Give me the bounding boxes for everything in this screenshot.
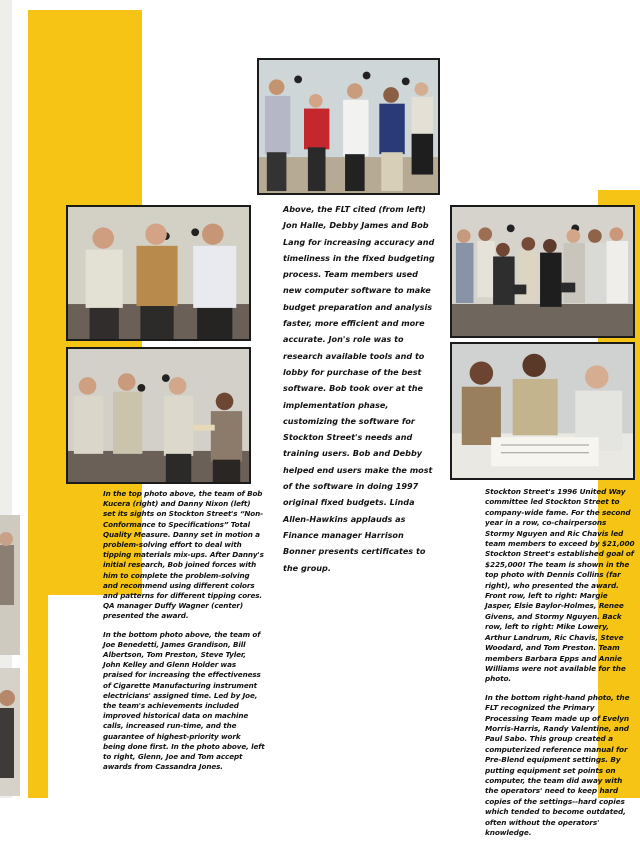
- left-caption: [103, 489, 265, 780]
- photo-right-bottom: [450, 342, 635, 480]
- left-edge-photo-top: [0, 515, 20, 655]
- photo-left-bottom: [66, 347, 251, 484]
- right-caption-paragraph-2: In the bottom right-hand photo, the FLT recognized the Primary Processing Team made up of Evelyn Morris-Harris, Randy Valentine, and Paul Sabo. This group created a computerized reference manual for Pre-Blend equipment settings. By putting equipment set points on computer, the team did away with the operators' need to keep hard copies of the settings--hard copies which tended to become outdated, often without the operators' knowledge.: [485, 692, 630, 837]
- yellow-band-left-lower: [28, 595, 48, 798]
- right-caption: [485, 487, 635, 846]
- left-caption-paragraph-1: In the top photo above, the team of Bob Kucera (right) and Danny Nixon (left) set its sights on Stockton Street's “Non-Conformance to Specifications” Total Quality Measure. Danny set in motion a problem-solving effort to deal with tipping materials mix-ups. After Danny's initial research, Bob joined forces with him to complete the problem-solving and recommend using different colors and patterns for different tipping cores. QA manager Duffy Wagner (center) presented the award.: [103, 489, 264, 621]
- left-edge-photo-bottom: [0, 668, 20, 796]
- photo-top-center: [257, 58, 440, 195]
- left-caption-paragraph-2: In the bottom photo above, the team of Joe Benedetti, James Grandison, Bill Albertson, Tom Preston, Steve Tyler, John Kelley and Glenn Holder was praised for increasing the effectiveness of Cigarette Manufacturing instrument electricians' assigned time. Led by Joe, the team's achievements included improved historical data on machine calls, increased run-time, and the guarantee of highest-priority work being done first. In the photo above, left to right, Glenn, Joe and Tom accept awards from Cassandra Jones.: [103, 629, 265, 772]
- right-caption-paragraph-1: Stockton Street's 1996 United Way committee led Stockton Street to company-wide fame. For the second year in a row, co-chairpersons Stormy Nguyen and Ric Chavis led team members to exceed by $21,000 Stockton Street's established goal of $225,000! The team is shown in the top photo with Dennis Collins (far right), who presented the award. Front row, left to right: Margie Jasper, Elsie Baylor-Holmes, Renee Givens, and Stormy Nguyen. Back row, left to right: Mike Lowery, Arthur Landrum, Ric Chavis, Steve Woodard, and Tom Preston. Team members Barbara Epps and Annie Williams were not available for the photo.: [485, 487, 635, 684]
- center-caption: Above, the FLT cited (from left) Jon Halle, Debby James and Bob Lang for increasing accuracy and timeliness in the fixed budgeting process. Team members used new computer software to make budget preparation and analysis faster, more efficient and more accurate. Jon's role was to research available tools and to lobby for purchase of the best software. Bob took over at the implementation phase, customizing the software for Stockton Street's needs and training users. Bob and Debby helped end users make the most of the software in doing 1997 original fixed budgets. Linda Allen-Hawkins applauds as Finance manager Harrison Bonner presents certificates to the group.: [283, 204, 435, 573]
- photo-right-top: [450, 205, 635, 338]
- photo-left-top: [66, 205, 251, 341]
